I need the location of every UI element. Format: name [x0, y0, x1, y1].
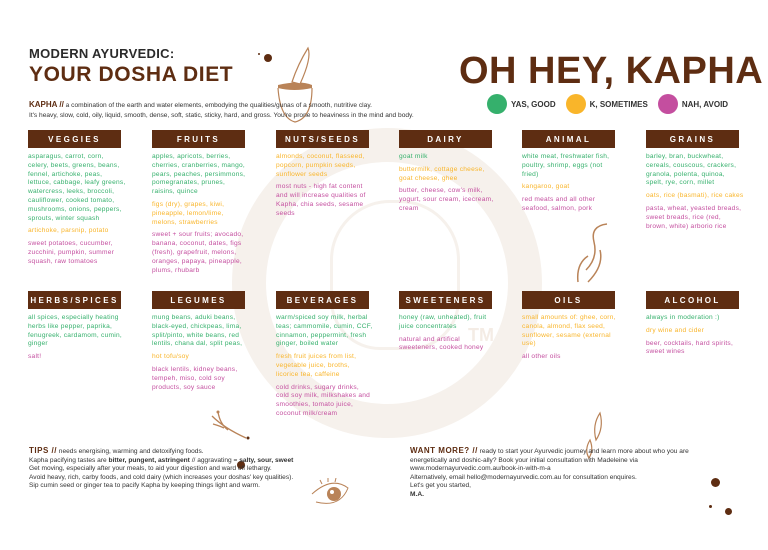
- tips-line: // aggravating =: [189, 456, 240, 464]
- food-list-avoid: most nuts - high fat content and will increase qualities of Kapha, chia seeds, sesame seeds: [276, 183, 366, 217]
- food-list-sometimes: figs (dry), grapes, kiwi, pineapple, lemon/lime, melons, strawberries: [152, 200, 225, 226]
- intro-line1: a combination of the earth and water elements, embodying the qualities/gunas of a smooth, nutritive clay.: [63, 102, 372, 109]
- tips-line: needs energising, warming and detoxifying foods.: [56, 448, 204, 455]
- legend: [487, 94, 728, 114]
- food-list-avoid: red meats and all other seafood, salmon, pork: [522, 196, 596, 212]
- food-list-sometimes: fresh fruit juices from list, vegetable juice, broths, licorice tea, caffeine: [276, 353, 357, 378]
- food-list-sometimes: dry wine and cider: [646, 326, 705, 334]
- category-header: SWEETENERS: [399, 291, 492, 309]
- food-list-good: warm/spiced soy milk, herbal teas; cammomile, cumin, CCF, cinnamon, peppermint, fresh ginger, boiled water: [276, 314, 373, 348]
- category-header: OILS: [522, 291, 615, 309]
- food-list-avoid: butter, cheese, cow's milk, yogurt, sour cream, icecream, cream: [399, 187, 494, 212]
- food-list-sometimes: almonds, coconut, flasseed, popcorn, pumpkin seeds, sunflower seeds: [276, 153, 365, 178]
- category-alcohol: [646, 291, 746, 361]
- food-list-sometimes: hot tofu/soy: [152, 353, 190, 361]
- food-list-avoid: cold drinks, sugary drinks, cold soy milk, milkshakes and smoothies, tomato juice, coconut milk/cream: [276, 383, 371, 417]
- category-legumes: [152, 291, 252, 396]
- tips-line: Sip cumin seed or ginger tea to pacify Kapha by keeping things light and warm.: [29, 482, 260, 490]
- legend-label: NAH, AVOID: [681, 99, 729, 109]
- category-beverages: [276, 291, 376, 423]
- legend-label: YAS, GOOD: [511, 99, 556, 109]
- intro-label: KAPHA //: [29, 100, 64, 109]
- category-header: ALCOHOL: [646, 291, 739, 309]
- signature: M.A.: [410, 490, 424, 498]
- food-list-sometimes: oats, rice (basmati), rice cakes: [646, 192, 744, 200]
- food-list-good: apples, apricots, berries, cherries, cranberries, mango, pears, peaches, persimmons, pomegranates, prunes, raisins, quince: [152, 153, 246, 196]
- more-line: Alternatively, email hello@modernayurvedic.com.au for consultation enquires.: [410, 473, 637, 481]
- more-line: energetically and doshic-ally? Book your initial consultation with Madeleine via: [410, 456, 638, 464]
- more-label: WANT MORE? //: [410, 446, 478, 455]
- category-header: LEGUMES: [152, 291, 245, 309]
- more-line: ready to start your Ayurvedic journey and learn more about who you are: [477, 448, 689, 455]
- tips-bold: bitter, pungent, astringent: [108, 456, 190, 464]
- kapha-intro: [29, 100, 469, 121]
- trademark: TM: [468, 325, 494, 345]
- food-list-good: all spices, especially heating herbs like pepper, paprika, fenugreek, cardamom, cumin, ginger: [28, 314, 122, 348]
- intro-line2: It's heavy, slow, cold, oily, liquid, smooth, dense, soft, static, sticky, hard, and gross. You're prone to heaviness in the mind and body.: [29, 112, 414, 119]
- category-veggies: [28, 130, 128, 271]
- category-header: BEVERAGES: [276, 291, 369, 309]
- decor-dot: [709, 505, 712, 508]
- category-header: NUTS/SEEDS: [276, 130, 369, 148]
- tips-label: TIPS //: [29, 446, 57, 455]
- food-list-good: always in moderation :): [646, 314, 720, 321]
- green-dot-icon: [487, 94, 507, 114]
- food-list-avoid: natural and artifical sweeteners, cooked honey: [399, 335, 484, 352]
- category-nuts-seeds: [276, 130, 376, 223]
- category-dairy: [399, 130, 499, 218]
- headline: OH HEY, KAPHA: [459, 50, 764, 92]
- food-list-sometimes: buttermilk, cottage cheese, goat cheese, ghee: [399, 165, 485, 182]
- food-list-good: mung beans, aduki beans, black-eyed, chickpeas, lima, split/pinto, white beans, red lentils, chana dal, split peas,: [152, 314, 243, 348]
- category-sweeteners: [399, 291, 499, 357]
- food-list-sometimes: small amounts of: ghee, corn, canola, almond, flax seed, sunflower, sesame (external use): [522, 314, 616, 348]
- kicker: MODERN AYURVEDIC:: [29, 46, 175, 61]
- category-animal: [522, 130, 622, 218]
- tips-line: Kapha pacifying tastes are: [29, 456, 109, 464]
- category-herbs-spices: [28, 291, 128, 366]
- tips-section: [29, 447, 369, 491]
- sprig-icon: [210, 410, 250, 440]
- tips-line: Get moving, especially after your meals, to aid your digestion and ward off lethargy.: [29, 465, 272, 473]
- food-list-avoid: sweet + sour fruits; avocado, banana, coconut, dates, figs (fresh), grapefruit, melons, oranges, papaya, pineapple, plums, rhubarb: [152, 231, 244, 274]
- legend-sometimes: [566, 94, 648, 114]
- legend-good: [487, 94, 556, 114]
- food-list-good: barley, bran, buckwheat, cereals, couscous, crackers, granola, polenta, quinoa, spelt, rye, corn, millet: [646, 153, 737, 187]
- food-list-sometimes: artichoke, parsnip, potato: [28, 227, 109, 235]
- food-list-avoid: all other oils: [522, 353, 561, 361]
- category-header: DAIRY: [399, 130, 492, 148]
- pink-dot-icon: [658, 94, 678, 114]
- decor-dot: [725, 508, 732, 515]
- yellow-dot-icon: [566, 94, 586, 114]
- page-title: YOUR DOSHA DIET: [29, 63, 234, 86]
- legend-avoid: [658, 94, 728, 114]
- food-list-sometimes: kangaroo, goat: [522, 183, 570, 191]
- food-list-good: asparagus, carrot, corn, celery, beets, greens, beans, fennel, artichoke, peas, lettuce, cabbage, leafy greens, watercress, leeks, broccoli, cauliflower, cooked tomato, mushrooms, onions, peppers, sprouts, winter squash: [28, 153, 126, 222]
- food-list-good: goat milk: [399, 153, 428, 160]
- category-header: GRAINS: [646, 130, 739, 148]
- steam-icon: [570, 220, 610, 290]
- category-grains: [646, 130, 746, 235]
- want-more-section: [410, 447, 740, 500]
- category-header: ANIMAL: [522, 130, 615, 148]
- category-header: FRUITS: [152, 130, 245, 148]
- category-oils: [522, 291, 622, 366]
- category-header: VEGGIES: [28, 130, 121, 148]
- food-list-good: white meat, freshwater fish, poultry, shrimp, eggs (not fried): [522, 153, 610, 178]
- food-list-avoid: black lentils, kidney beans, tempeh, miso, cold soy products, soy sauce: [152, 365, 238, 391]
- tips-line: Avoid heavy, rich, carby foods, and cold dairy (which increases your doshas' key qualities).: [29, 473, 294, 481]
- food-list-avoid: salt!: [28, 353, 42, 361]
- food-list-avoid: sweet potatoes, cucumber, zucchini, pumpkin, summer squash, raw tomatoes: [28, 240, 115, 265]
- tips-bold: salty, sour, sweet: [239, 456, 294, 464]
- booking-link[interactable]: www.modernayurvedic.com.au/book-in-with-m-a: [410, 465, 551, 473]
- category-fruits: [152, 130, 252, 279]
- food-list-good: honey (raw, unheated), fruit juice concentrates: [399, 314, 487, 330]
- category-header: HERBS/SPICES: [28, 291, 121, 309]
- more-line: Let's get you started,: [410, 482, 472, 490]
- food-list-avoid: pasta, wheat, yeasted breads, sweet breads, rice (red, brown, white) arborio rice: [646, 204, 742, 230]
- legend-label: K, SOMETIMES: [589, 99, 648, 109]
- food-list-avoid: beer, cocktails, hard spirits, sweet wines: [646, 339, 734, 356]
